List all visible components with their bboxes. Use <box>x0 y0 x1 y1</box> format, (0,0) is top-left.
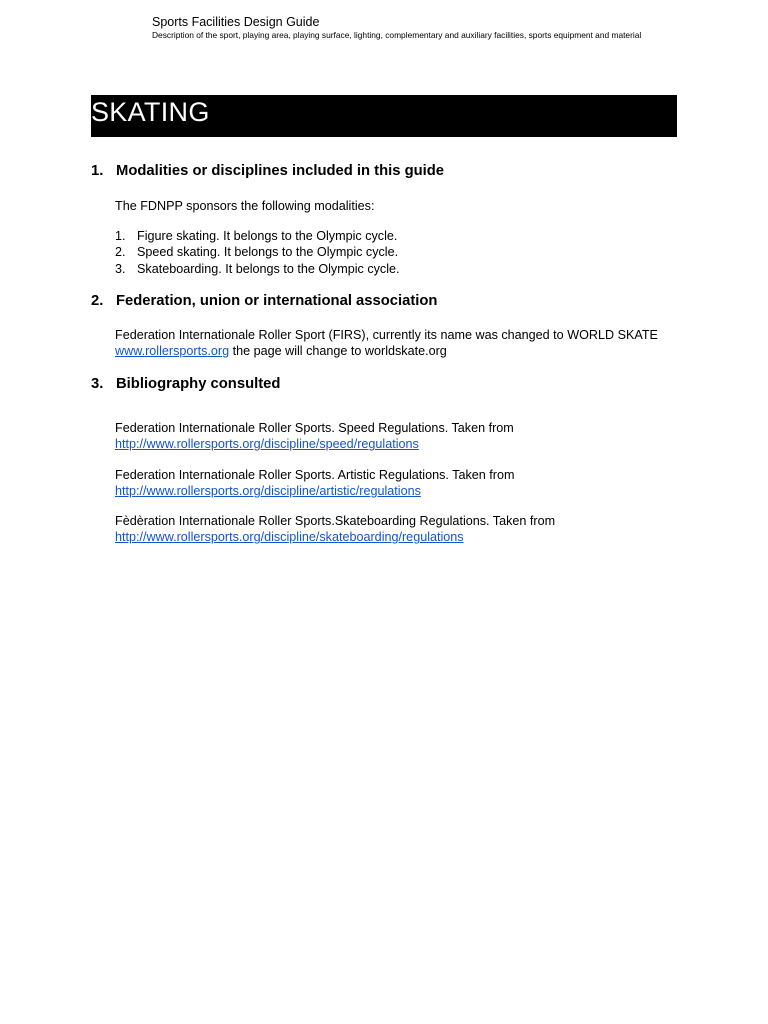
federation-line-rest: the page will change to worldskate.org <box>229 344 447 359</box>
list-item-text: Skateboarding. It belongs to the Olympic cycle. <box>137 261 400 276</box>
federation-line-2 <box>115 343 658 359</box>
bibliography-link[interactable]: http://www.rollersports.org/discipline/speed/regulations <box>115 437 419 452</box>
bibliography-text: Federation Internationale Roller Sports. Artistic Regulations. Taken from <box>115 468 515 482</box>
list-item-number: 1. <box>115 229 126 243</box>
list-item <box>115 228 400 244</box>
bibliography-entry <box>115 467 514 500</box>
list-item-number: 3. <box>115 261 126 276</box>
bibliography-text: Federation Internationale Roller Sports. Speed Regulations. Taken from <box>115 421 514 435</box>
list-item-text: Speed skating. It belongs to the Olympic cycle. <box>137 245 399 260</box>
header-subtitle: Description of the sport, playing area, playing surface, lighting, complementary and auxiliary facilities, sports equipment and material <box>152 30 642 40</box>
modalities-list <box>115 228 400 277</box>
bibliography-entry <box>115 420 514 453</box>
section-3-number: 3. <box>91 376 104 392</box>
list-item <box>115 261 400 277</box>
section-2-heading <box>91 292 437 310</box>
section-1-title: Modalities or disciplines included in this guide <box>116 163 445 179</box>
federation-paragraph <box>115 327 658 360</box>
section-1-number: 1. <box>91 163 104 179</box>
list-item-number: 2. <box>115 245 126 260</box>
header-title: Sports Facilities Design Guide <box>152 15 320 29</box>
list-item <box>115 244 400 260</box>
section-1-heading <box>91 162 444 180</box>
main-title: SKATING <box>91 97 210 127</box>
section-3-heading <box>91 375 280 393</box>
section-2-title: Federation, union or international association <box>116 293 438 309</box>
bibliography-link[interactable]: http://www.rollersports.org/discipline/artistic/regulations <box>115 484 421 499</box>
bibliography-entry <box>115 513 555 546</box>
bibliography-link[interactable]: http://www.rollersports.org/discipline/skateboarding/regulations <box>115 530 464 545</box>
page-header <box>152 15 652 40</box>
section-3-title: Bibliography consulted <box>116 376 281 392</box>
list-item-text: Figure skating. It belongs to the Olympic cycle. <box>137 229 398 243</box>
federation-line: Federation Internationale Roller Sport (FIRS), currently its name was changed to WORLD SKATE <box>115 328 658 342</box>
title-bar <box>91 95 677 137</box>
bibliography-text: Fèdèration Internationale Roller Sports.Skateboarding Regulations. Taken from <box>115 514 556 528</box>
rollersports-link[interactable]: www.rollersports.org <box>115 344 230 359</box>
section-2-number: 2. <box>91 293 104 309</box>
section-1-intro: The FDNPP sponsors the following modalities: <box>115 199 375 213</box>
